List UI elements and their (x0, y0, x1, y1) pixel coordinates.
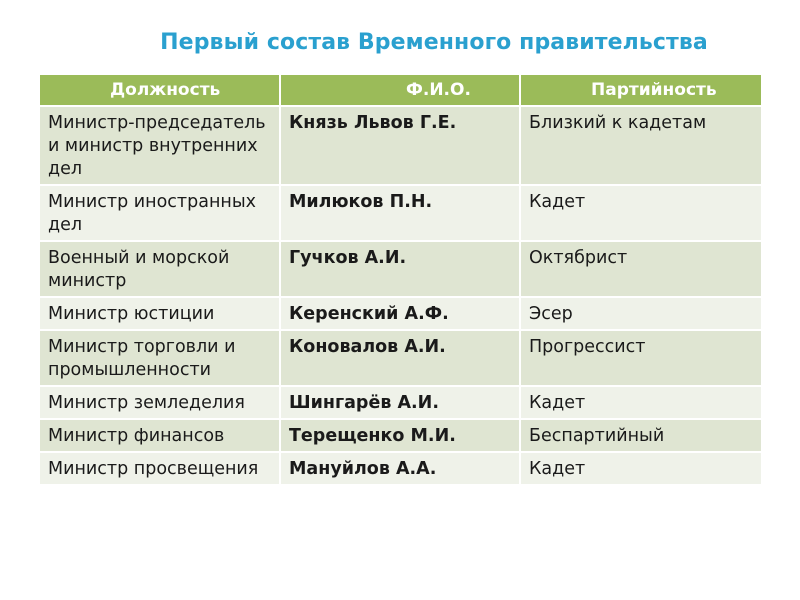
table-row (40, 386, 761, 419)
cell-name: Шингарёв А.И. (280, 386, 520, 419)
table-header-row (40, 75, 761, 106)
table-row (40, 330, 761, 386)
cell-position: Министр просвещения (40, 452, 280, 485)
table-row (40, 419, 761, 452)
header-name: Ф.И.О. (280, 75, 520, 106)
table-row (40, 106, 761, 185)
cell-party: Беспартийный (520, 419, 761, 452)
table-row (40, 185, 761, 241)
cell-party: Кадет (520, 452, 761, 485)
table-row (40, 297, 761, 330)
table-row (40, 452, 761, 485)
cell-position: Министр торговли и промышленности (40, 330, 280, 386)
cell-name: Коновалов А.И. (280, 330, 520, 386)
cell-party: Близкий к кадетам (520, 106, 761, 185)
slide-title: Первый состав Временного правительства (160, 30, 708, 55)
cell-position: Министр финансов (40, 419, 280, 452)
cell-name: Мануйлов А.А. (280, 452, 520, 485)
cell-party: Октябрист (520, 241, 761, 297)
cell-party: Кадет (520, 386, 761, 419)
table-row (40, 241, 761, 297)
cell-name: Терещенко М.И. (280, 419, 520, 452)
cell-party: Кадет (520, 185, 761, 241)
cell-position: Военный и морской министр (40, 241, 280, 297)
cell-name: Князь Львов Г.Е. (280, 106, 520, 185)
cell-position: Министр иностранных дел (40, 185, 280, 241)
header-position: Должность (40, 75, 280, 106)
header-party: Партийность (520, 75, 761, 106)
cell-name: Милюков П.Н. (280, 185, 520, 241)
cell-party: Прогрессист (520, 330, 761, 386)
cell-party: Эсер (520, 297, 761, 330)
cell-position: Министр-председатель и министр внутренних дел (40, 106, 280, 185)
cell-position: Министр земледелия (40, 386, 280, 419)
cell-position: Министр юстиции (40, 297, 280, 330)
cell-name: Гучков А.И. (280, 241, 520, 297)
government-table (40, 75, 761, 486)
cell-name: Керенский А.Ф. (280, 297, 520, 330)
